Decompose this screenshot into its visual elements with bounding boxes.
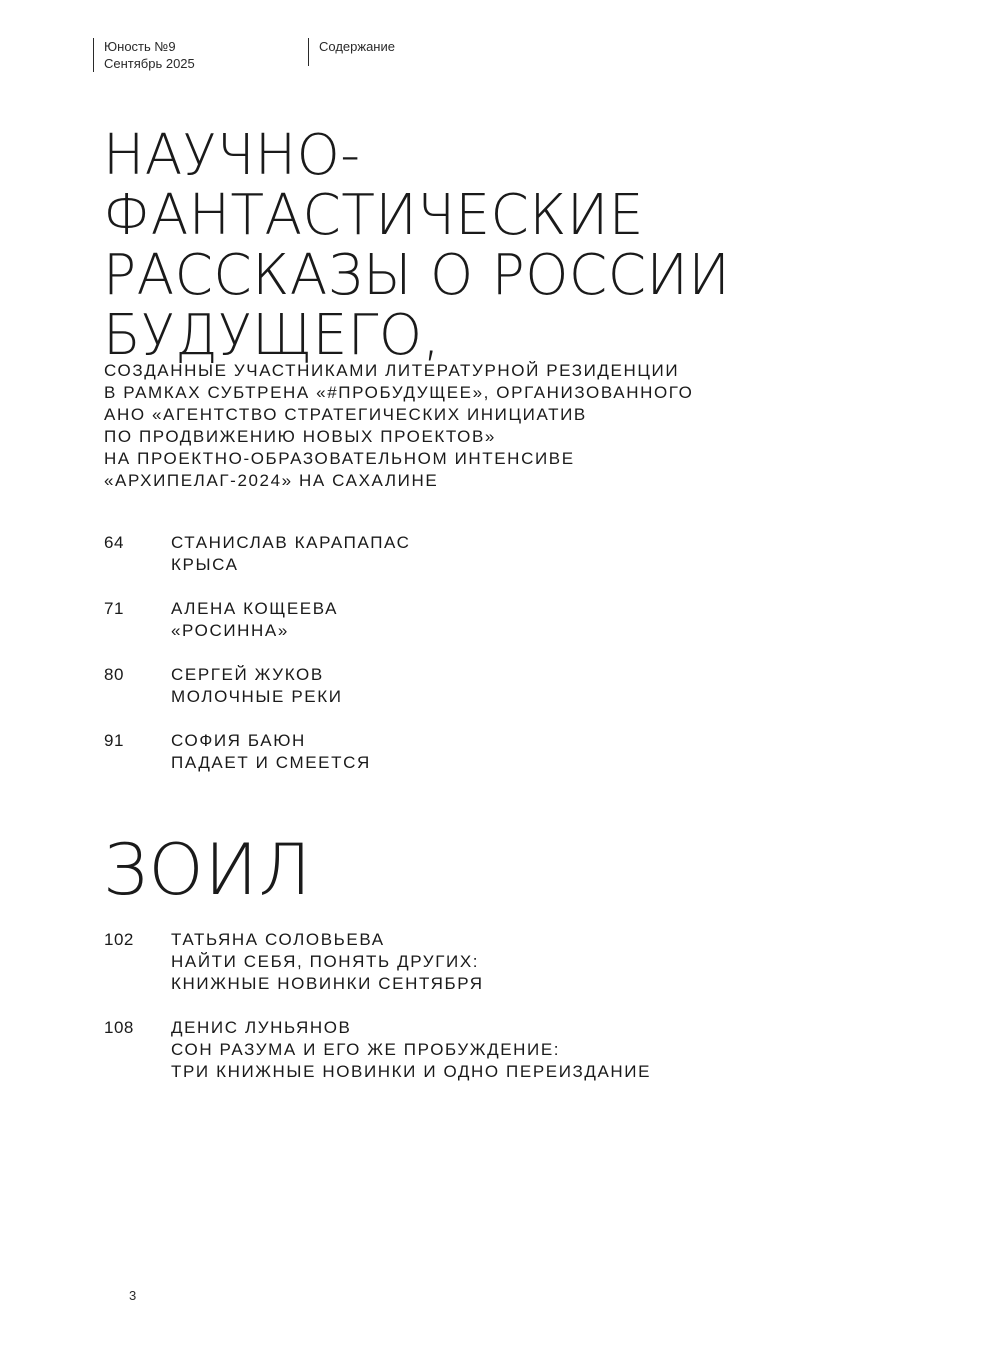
toc-work-subtitle: ТРИ КНИЖНЫЕ НОВИНКИ И ОДНО ПЕРЕИЗДАНИЕ [171,1062,652,1081]
toc-entry-text [171,1017,651,1083]
toc-work-title: ПАДАЕТ И СМЕЕТСЯ [171,753,371,772]
toc-entry-text [171,598,338,642]
title-line: РАССКАЗЫ О РОССИИ [103,243,731,308]
toc-author: ТАТЬЯНА СОЛОВЬЕВА [171,930,385,949]
section-title-sci-fi [103,123,731,368]
toc-entry-text [171,664,343,708]
toc-page-number: 64 [104,533,124,552]
toc-page-number: 80 [104,665,124,684]
toc-page-number: 108 [104,1018,134,1037]
subtitle-line: НА ПРОЕКТНО-ОБРАЗОВАТЕЛЬНОМ ИНТЕНСИВЕ [104,449,575,468]
subtitle-line: «АРХИПЕЛАГ-2024» НА САХАЛИНЕ [104,471,439,490]
toc-page-number: 71 [104,599,124,618]
toc-entry-text [171,929,484,995]
title-line: НАУЧНО- [103,123,361,188]
toc-author: СОФИЯ БАЮН [171,731,306,750]
toc-author: СТАНИСЛАВ КАРАПАПАС [171,533,411,552]
toc-author: АЛЕНА КОЩЕЕВА [171,599,339,618]
toc-author: СЕРГЕЙ ЖУКОВ [171,665,324,684]
toc-author: ДЕНИС ЛУНЬЯНОВ [171,1018,352,1037]
toc-page-number: 91 [104,731,124,750]
title-line: БУДУЩЕГО, [103,303,441,368]
subtitle-line: АНО «АГЕНТСТВО СТРАТЕГИЧЕСКИХ ИНИЦИАТИВ [104,405,587,424]
toc-work-title: НАЙТИ СЕБЯ, ПОНЯТЬ ДРУГИХ: [171,952,480,971]
issue-date: Сентябрь 2025 [104,56,195,71]
toc-entry-text [171,532,410,576]
toc-page-number: 102 [104,930,134,949]
subtitle-line: В РАМКАХ СУБТРЕНА «#ПРОБУДУЩЕЕ», ОРГАНИЗОВАННОГО [104,383,694,402]
toc-work-title: МОЛОЧНЫЕ РЕКИ [171,687,343,706]
section-subtitle [104,360,693,492]
toc-work-title: СОН РАЗУМА И ЕГО ЖЕ ПРОБУЖДЕНИЕ: [171,1040,561,1059]
toc-work-title: «РОСИННА» [171,621,289,640]
toc-entry-text [171,730,371,774]
section-title-zoil: ЗОИЛ [103,829,313,911]
magazine-name: Юность №9 [104,39,176,54]
toc-work-subtitle: КНИЖНЫЕ НОВИНКИ СЕНТЯБРЯ [171,974,484,993]
subtitle-line: ПО ПРОДВИЖЕНИЮ НОВЫХ ПРОЕКТОВ» [104,427,496,446]
running-header-section [308,38,395,66]
page-number: 3 [129,1288,137,1303]
subtitle-line: СОЗДАННЫЕ УЧАСТНИКАМИ ЛИТЕРАТУРНОЙ РЕЗИДЕНЦИИ [104,361,680,380]
toc-work-title: КРЫСА [171,555,239,574]
section-label: Содержание [319,39,395,54]
title-line: ФАНТАСТИЧЕСКИЕ [103,183,644,248]
running-header-issue [93,38,195,72]
